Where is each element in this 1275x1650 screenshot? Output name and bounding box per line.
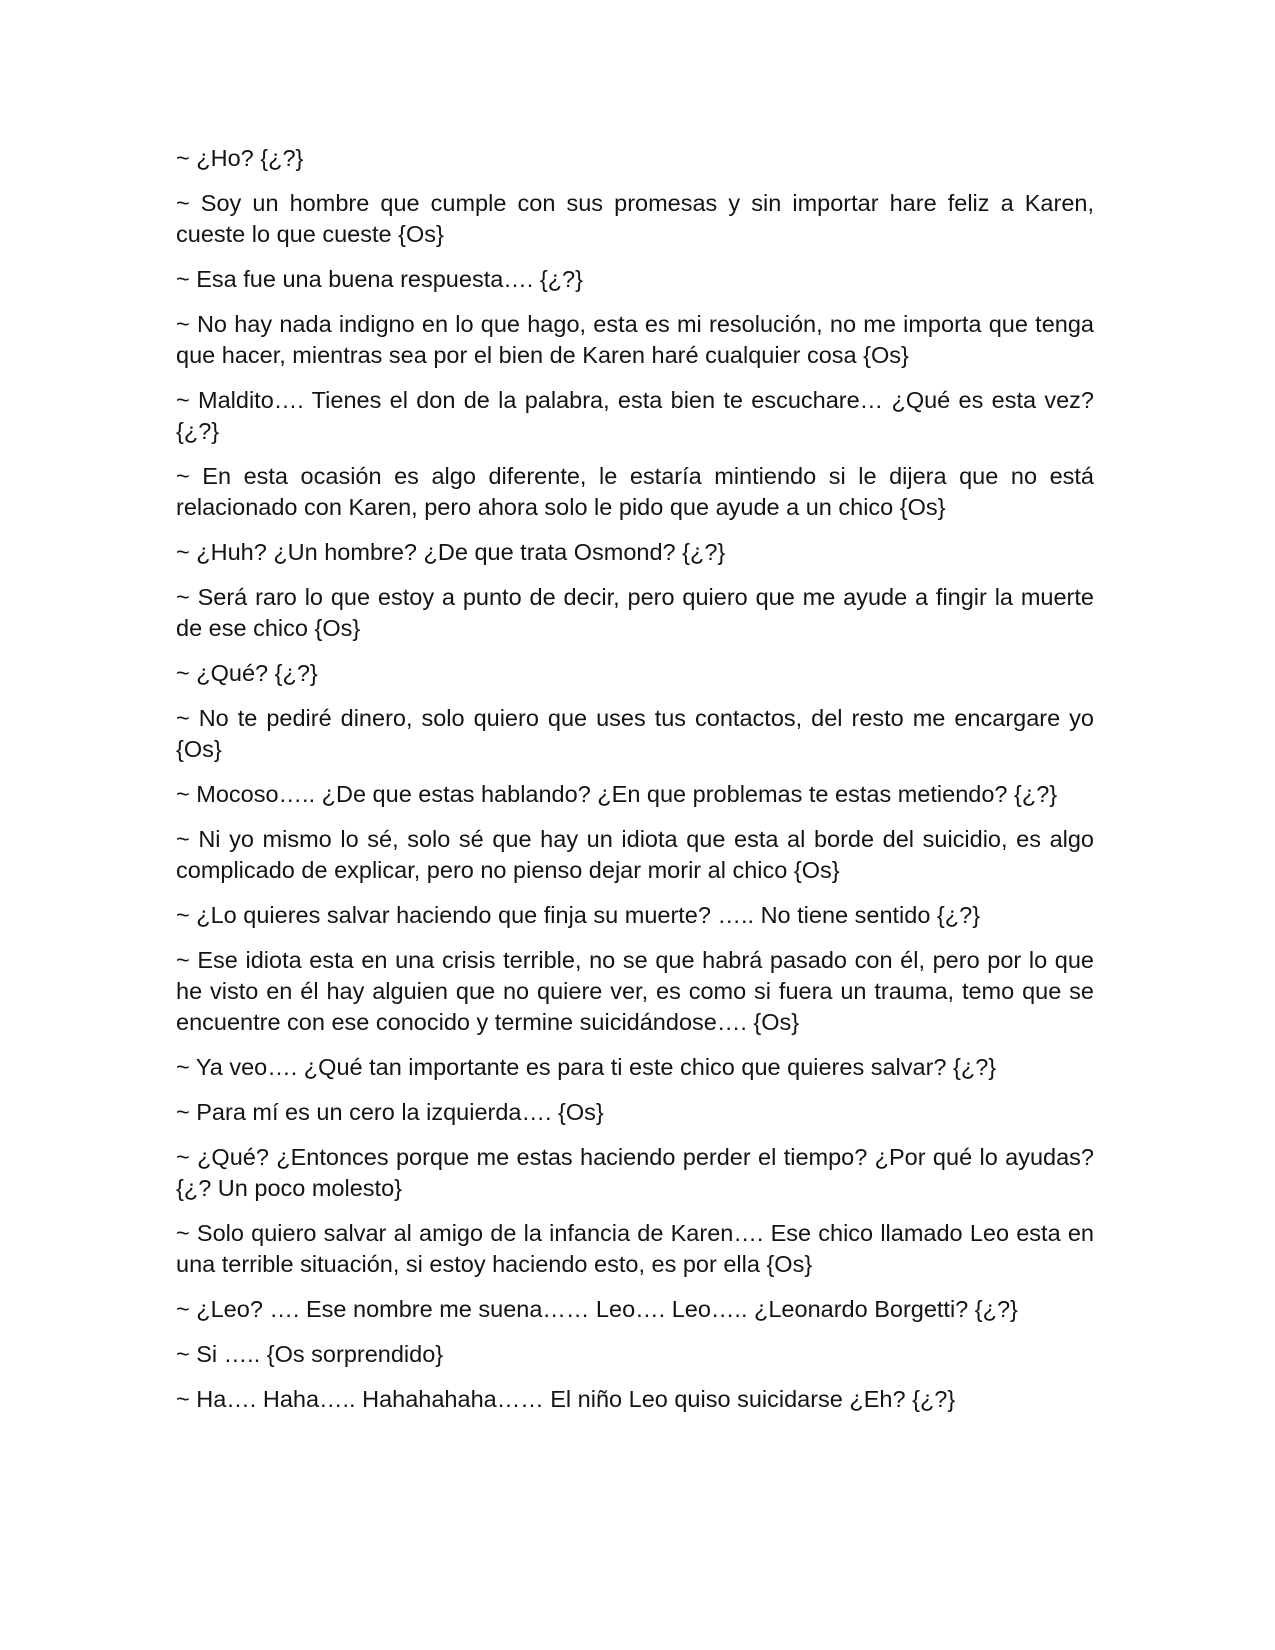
dialogue-line: ~ No te pediré dinero, solo quiero que uses tus contactos, del resto me encargare yo {Os}: [176, 705, 1094, 762]
dialogue-line: ~ Solo quiero salvar al amigo de la infancia de Karen…. Ese chico llamado Leo esta en una terrible situación, si estoy haciendo esto, es por ella {Os}: [176, 1220, 1094, 1277]
dialogue-line: ~ ¿Lo quieres salvar haciendo que finja su muerte? ….. No tiene sentido {¿?}: [176, 902, 981, 928]
dialogue-line: ~ Será raro lo que estoy a punto de decir, pero quiero que me ayude a fingir la muerte de ese chico {Os}: [176, 584, 1094, 641]
dialogue-line: ~ ¿Huh? ¿Un hombre? ¿De que trata Osmond? {¿?}: [176, 539, 726, 565]
dialogue-line: ~ Ya veo…. ¿Qué tan importante es para ti este chico que quieres salvar? {¿?}: [176, 1054, 997, 1080]
dialogue-line: ~ ¿Ho? {¿?}: [176, 145, 304, 171]
dialogue-line: ~ Maldito…. Tienes el don de la palabra, esta bien te escuchare… ¿Qué es esta vez? {¿?}: [176, 387, 1094, 444]
dialogue-line: ~ En esta ocasión es algo diferente, le estaría mintiendo si le dijera que no está relacionado con Karen, pero ahora solo le pido que ayude a un chico {Os}: [176, 463, 1094, 520]
dialogue-line: ~ ¿Qué? ¿Entonces porque me estas haciendo perder el tiempo? ¿Por qué lo ayudas? {¿? Un poco molesto}: [176, 1144, 1094, 1201]
dialogue-line: ~ Si ….. {Os sorprendido}: [176, 1341, 444, 1367]
dialogue-line: ~ ¿Leo? …. Ese nombre me suena…… Leo…. Leo….. ¿Leonardo Borgetti? {¿?}: [176, 1296, 1018, 1322]
dialogue-line: ~ Para mí es un cero la izquierda…. {Os}: [176, 1099, 604, 1125]
dialogue-line: ~ Soy un hombre que cumple con sus promesas y sin importar hare feliz a Karen, cueste lo que cueste {Os}: [176, 190, 1094, 247]
document-body: [176, 143, 1094, 1429]
dialogue-line: ~ ¿Qué? {¿?}: [176, 660, 318, 686]
dialogue-line: ~ Ni yo mismo lo sé, solo sé que hay un idiota que esta al borde del suicidio, es algo complicado de explicar, pero no pienso dejar morir al chico {Os}: [176, 826, 1094, 883]
dialogue-line: ~ Ha…. Haha….. Hahahahaha…… El niño Leo quiso suicidarse ¿Eh? {¿?}: [176, 1386, 956, 1412]
dialogue-line: ~ Mocoso….. ¿De que estas hablando? ¿En que problemas te estas metiendo? {¿?}: [176, 781, 1058, 807]
dialogue-line: ~ Esa fue una buena respuesta…. {¿?}: [176, 266, 583, 292]
dialogue-line: ~ No hay nada indigno en lo que hago, esta es mi resolución, no me importa que tenga que hacer, mientras sea por el bien de Karen haré cualquier cosa {Os}: [176, 311, 1094, 368]
dialogue-line: ~ Ese idiota esta en una crisis terrible, no se que habrá pasado con él, pero por lo que he visto en él hay alguien que no quiere ver, es como si fuera un trauma, temo que se encuentre con ese conocido y termine suicidándose…. {Os}: [176, 947, 1094, 1035]
